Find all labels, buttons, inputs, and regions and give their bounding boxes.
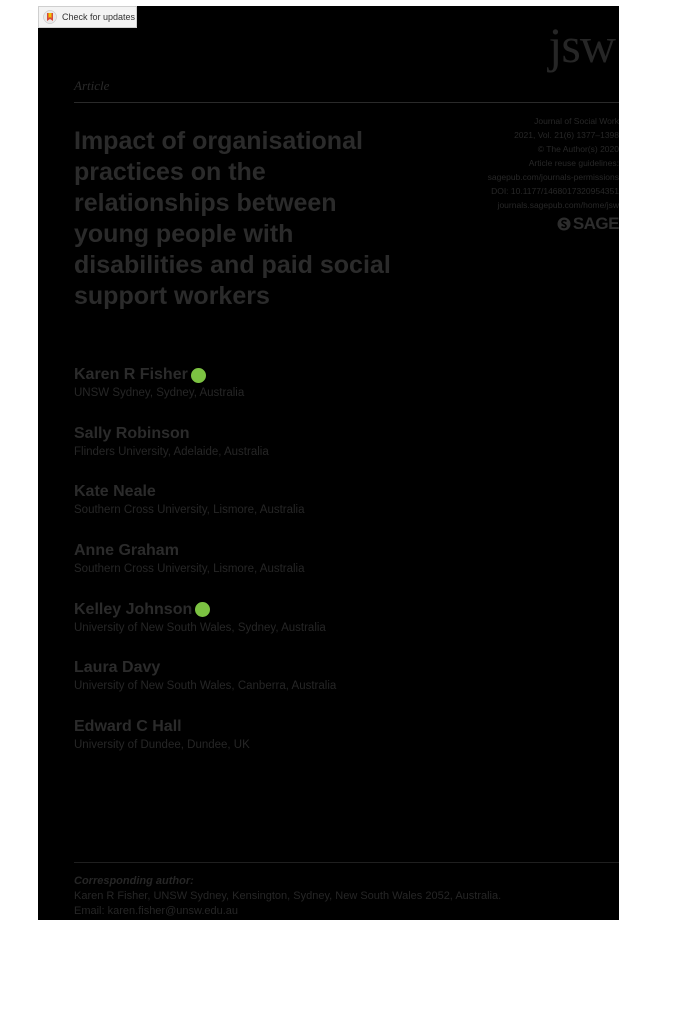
journal-info-line: 2021, Vol. 21(6) 1377–1398	[514, 130, 619, 140]
journal-info-line: Article reuse guidelines:	[528, 158, 619, 168]
author-name: Laura Davy	[74, 659, 161, 677]
author-name: Edward C Hall	[74, 718, 182, 736]
author-name: Karen R Fisher	[74, 366, 188, 383]
corresponding-email[interactable]: Email: karen.fisher@unsw.edu.au	[74, 905, 239, 917]
author-name: Kate Neale	[74, 483, 156, 501]
author-affiliation: University of New South Wales, Sydney, Australia	[74, 621, 326, 634]
author-name: Anne Graham	[74, 542, 179, 560]
author-list	[74, 364, 594, 775]
author-entry	[74, 657, 594, 716]
check-for-updates-button[interactable]	[38, 6, 137, 28]
article-title: Impact of organisational practices on the relationships between young people with disabilities and paid social support workers	[74, 127, 391, 310]
permissions-link[interactable]: sagepub.com/journals-permissions	[487, 172, 619, 182]
author-affiliation: Southern Cross University, Lismore, Australia	[74, 563, 305, 576]
crossmark-icon	[43, 10, 57, 24]
header-rule	[74, 102, 619, 103]
journal-info	[488, 114, 619, 212]
author-affiliation: Southern Cross University, Lismore, Australia	[74, 504, 305, 517]
orcid-icon[interactable]	[195, 602, 210, 617]
author-name-row	[74, 481, 594, 503]
author-name-row	[74, 540, 594, 562]
doi-link[interactable]: DOI: 10.1177/1468017320954351	[491, 186, 619, 196]
author-entry	[74, 481, 594, 540]
article-first-page	[38, 6, 619, 920]
author-affiliation: University of New South Wales, Canberra, Australia	[74, 680, 337, 693]
author-entry	[74, 364, 594, 423]
publisher-name: SAGE	[572, 214, 619, 233]
author-entry	[74, 540, 594, 599]
author-name-row	[74, 423, 594, 445]
author-name-row	[74, 716, 594, 738]
journal-info-line: Journal of Social Work	[534, 116, 619, 126]
corresponding-heading: Corresponding author:	[74, 875, 194, 887]
author-name-row	[74, 364, 594, 386]
author-entry	[74, 423, 594, 482]
footer-rule	[74, 862, 619, 863]
journal-logo: jsw	[548, 17, 615, 73]
check-for-updates-label: Check for updates	[62, 12, 136, 22]
sage-s-icon	[557, 217, 571, 231]
corresponding-author	[74, 874, 501, 919]
author-entry	[74, 716, 594, 775]
author-entry	[74, 599, 594, 658]
author-name: Kelley Johnson	[74, 600, 193, 618]
author-affiliation: UNSW Sydney, Sydney, Australia	[74, 387, 245, 399]
author-name: Sally Robinson	[74, 424, 190, 442]
author-name-row	[74, 599, 594, 621]
article-type-label: Article	[74, 78, 110, 93]
journal-info-line: © The Author(s) 2020	[537, 144, 619, 154]
author-affiliation: University of Dundee, Dundee, UK	[74, 739, 250, 752]
author-name-row	[74, 657, 594, 679]
publisher-logo	[557, 214, 619, 234]
journal-home-link[interactable]: journals.sagepub.com/home/jsw	[497, 200, 619, 210]
orcid-icon[interactable]	[191, 368, 206, 383]
corresponding-address: Karen R Fisher, UNSW Sydney, Kensington, Sydney, New South Wales 2052, Australia.	[74, 890, 502, 902]
author-affiliation: Flinders University, Adelaide, Australia	[74, 445, 269, 458]
